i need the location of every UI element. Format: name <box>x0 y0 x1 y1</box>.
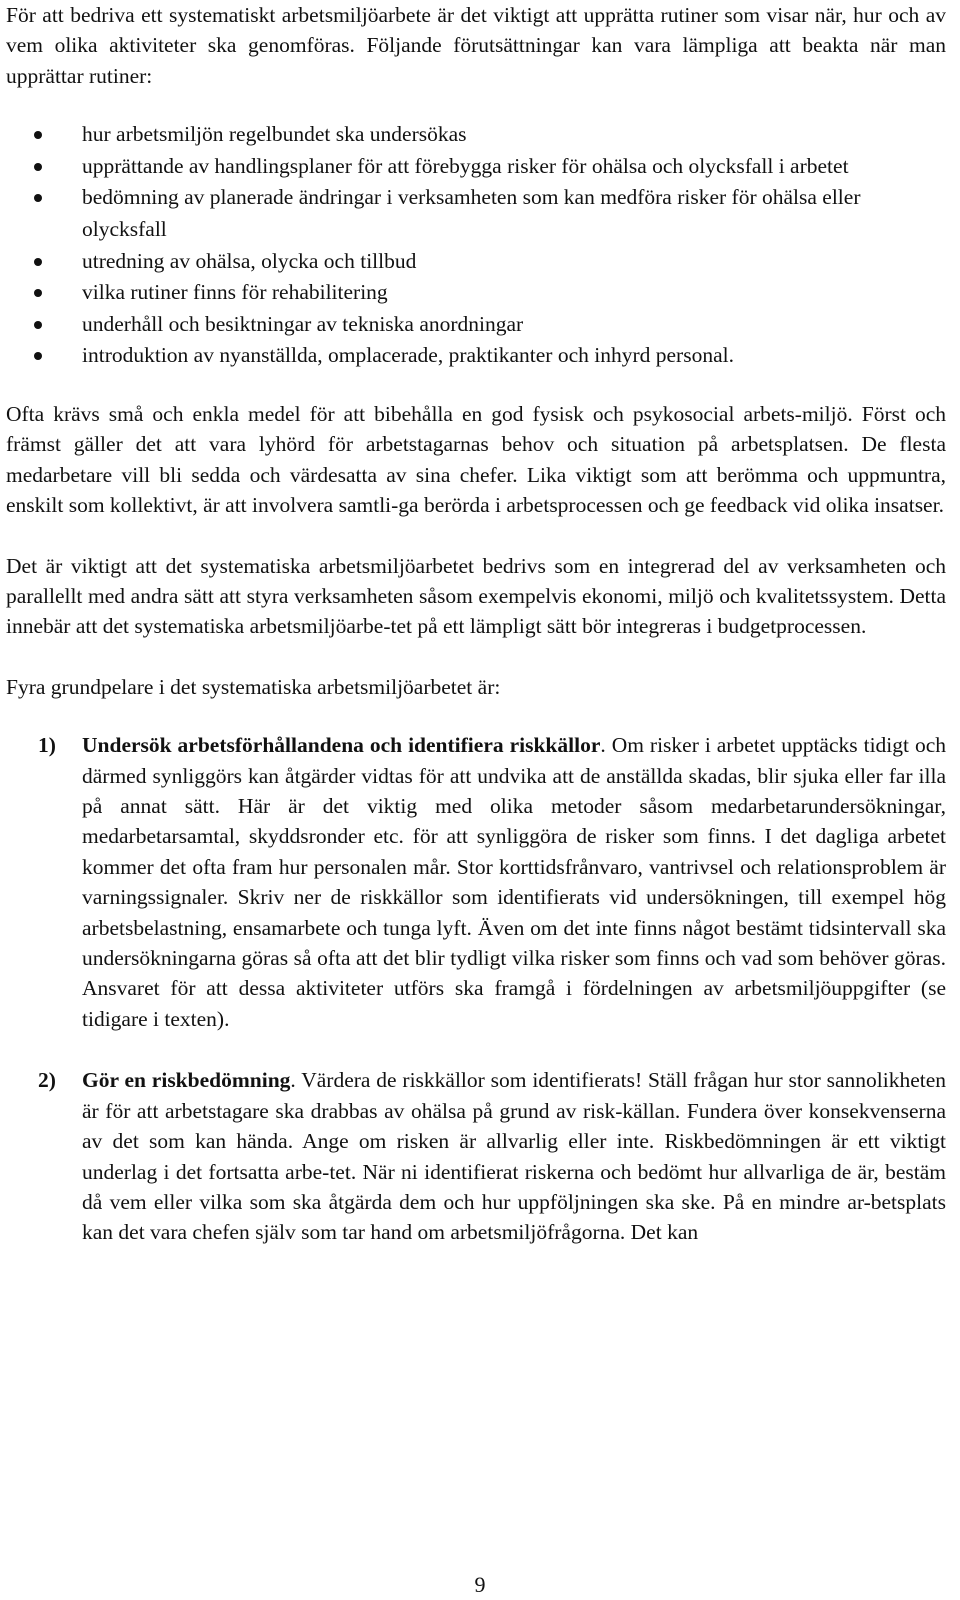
list-item-text: underhåll och besiktningar av tekniska anordningar <box>82 311 524 336</box>
pillar-text <box>82 730 946 1034</box>
page-number: 9 <box>474 1572 486 1597</box>
intro-paragraph: För att bedriva ett systematiskt arbetsmiljöarbete är det viktigt att upprätta rutiner som visar när, hur och av vem olika aktiviteter ska genomföras. Följande förutsättningar kan vara lämpliga att beakta när man upprättar rutiner: <box>6 3 946 88</box>
pillar-heading: Gör en riskbedömning <box>82 1068 291 1093</box>
pillar-body: . Om risker i arbetet upptäcks tidigt och därmed synliggörs kan åtgärder vidtas för att undvika att de anställda skadas, blir sjuka eller far illa på annat sätt. Här är det viktig med olika metoder såsom medarbetarundersökningar, medarbetarsamtal, skyddsronder etc. för att synliggöra de risker som finns. I det dagliga arbetet kommer det ofta fram hur personalen mår. Stor korttidsfrånvaro, vantrivsel och relationsproblem är varningssignaler. Skriv ner de riskkällor som identifierats vid undersökningen, till exempel hög arbetsbelastning, ensamarbete och tunga lyft. Även om det inte finns något bestämt tidsintervall ska undersökningarna göras så ofta att det blir tydligt vilka risker som finns och vad som behöver göras. Ansvaret för att dessa aktiviteter utförs ska framgå i fördelningen av arbetsmiljöuppgifter (se tidigare i texten). <box>82 733 946 1031</box>
bullet-icon <box>34 289 42 297</box>
bullet-icon <box>34 321 42 329</box>
pillar-body: . Värdera de riskkällor som identifierats! Ställ frågan hur stor sannolikheten är för att arbetstagare ska drabbas av ohälsa på grund av risk-källan. Fundera över konsekvenserna av det som kan hända. Ange om risken är allvarlig eller inte. Riskbedömningen är ett viktigt underlag i det fortsatta arbe-tet. När ni identifierat riskerna och bedömt hur allvarliga de är, bestäm då vem eller vilka som ska åtgärda dem och hur uppföljningen ska ske. På en mindre ar-betsplats kan det vara chefen själv som tar hand om arbetsmiljöfrågorna. Det kan <box>82 1068 946 1245</box>
bullet-icon <box>34 352 42 360</box>
bullet-icon <box>34 194 42 202</box>
list-item-text: hur arbetsmiljön regelbundet ska undersökas <box>82 122 467 147</box>
list-item-text: bedömning av planerade ändringar i verksamheten som kan medföra risker för ohälsa eller olycksfall <box>82 185 861 241</box>
bullet-icon <box>34 258 42 266</box>
document-page <box>6 0 946 1248</box>
list-item <box>6 277 946 309</box>
pillar-number: 2) <box>38 1068 56 1093</box>
list-item <box>6 151 946 183</box>
list-item-text: upprättande av handlingsplaner för att förebygga risker för ohälsa och olycksfall i arbetet <box>82 153 849 178</box>
routine-list <box>6 119 946 372</box>
pillar-number: 1) <box>38 733 56 758</box>
bullet-icon <box>34 163 42 171</box>
list-item <box>6 309 946 341</box>
list-item <box>6 246 946 278</box>
list-item <box>6 340 946 372</box>
bullet-icon <box>34 131 42 139</box>
list-item-text: vilka rutiner finns för rehabilitering <box>82 280 388 305</box>
list-item <box>6 182 946 245</box>
tips-paragraph: Ofta krävs små och enkla medel för att bibehålla en god fysisk och psykosocial arbets-miljö. Först och främst gäller det att vara lyhörd för arbetstagarnas behov och situation på arbetsplatsen. De flesta medarbetare vill bli sedda och värdesatta av sina chefer. Lika viktigt som att berömma och uppmuntra, enskilt som kollektivt, är att involvera samtli-ga berörda i arbetsprocessen och ge feedback vid olika insatser. <box>6 401 946 518</box>
list-item-text: introduktion av nyanställda, omplacerade, praktikanter och inhyrd personal. <box>82 343 734 368</box>
list-item-text: utredning av ohälsa, olycka och tillbud <box>82 248 417 273</box>
pillar-item <box>6 1065 946 1247</box>
pillar-item <box>6 730 946 1034</box>
integration-paragraph: Det är viktigt att det systematiska arbetsmiljöarbetet bedrivs som en integrerad del av verksamheten och parallellt med andra sätt att styra verksamheten såsom exempelvis ekonomi, miljö och kvalitetssystem. Detta innebär att det systematiska arbetsmiljöarbe-tet på ett lämpligt sätt bör integreras i budgetprocessen. <box>6 553 946 639</box>
pillars-list <box>6 730 946 1248</box>
pillar-text <box>82 1065 946 1247</box>
pillars-intro-paragraph: Fyra grundpelare i det systematiska arbetsmiljöarbetet är: <box>6 674 501 699</box>
pillar-heading: Undersök arbetsförhållandena och identifiera riskkällor <box>82 733 601 758</box>
list-item <box>6 119 946 151</box>
